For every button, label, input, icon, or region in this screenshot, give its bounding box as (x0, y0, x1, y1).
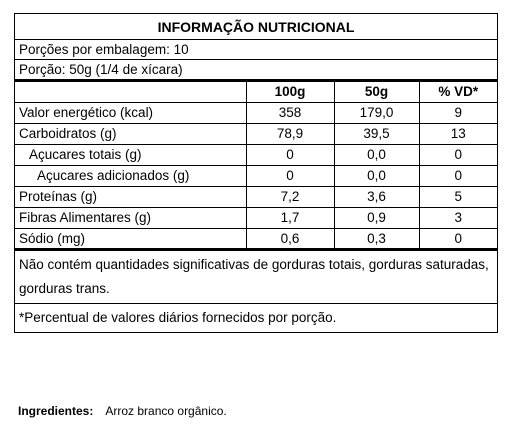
header-vd: % VD* (419, 82, 497, 102)
value-100g: 0 (246, 144, 334, 165)
value-50g: 3,6 (334, 186, 419, 207)
nutrient-name: Carboidratos (g) (15, 123, 246, 144)
nutrient-name: Proteínas (g) (15, 186, 246, 207)
nutrient-name: Açucares totais (g) (15, 144, 246, 165)
value-100g: 7,2 (246, 186, 334, 207)
value-100g: 0,6 (246, 228, 334, 249)
table-row (15, 165, 497, 186)
table-header-row (15, 82, 497, 102)
header-100g: 100g (246, 82, 334, 102)
value-50g: 179,0 (334, 102, 419, 123)
table-row (15, 123, 497, 144)
value-vd: 3 (419, 207, 497, 228)
value-100g: 78,9 (246, 123, 334, 144)
value-50g: 0,9 (334, 207, 419, 228)
table-row (15, 207, 497, 228)
servings-per-package: Porções por embalagem: 10 (15, 40, 497, 60)
header-nutrient (15, 82, 246, 102)
value-vd: 9 (419, 102, 497, 123)
value-100g: 358 (246, 102, 334, 123)
value-100g: 1,7 (246, 207, 334, 228)
value-vd: 13 (419, 123, 497, 144)
value-vd: 0 (419, 165, 497, 186)
value-50g: 0,0 (334, 144, 419, 165)
header-50g: 50g (334, 82, 419, 102)
label-title: INFORMAÇÃO NUTRICIONAL (15, 14, 497, 40)
ingredients-label: Ingredientes: (18, 404, 94, 418)
nutrition-facts-label (14, 13, 498, 333)
table-row (15, 102, 497, 123)
value-vd: 0 (419, 144, 497, 165)
serving-size: Porção: 50g (1/4 de xícara) (15, 60, 497, 82)
nutrition-table (15, 82, 497, 251)
table-row (15, 228, 497, 249)
value-50g: 0,0 (334, 165, 419, 186)
nutrient-name: Sódio (mg) (15, 228, 246, 249)
value-vd: 0 (419, 228, 497, 249)
value-50g: 0,3 (334, 228, 419, 249)
nutrient-name: Fibras Alimentares (g) (15, 207, 246, 228)
ingredients-line (18, 404, 227, 418)
insignificant-quantities-note: Não contém quantidades significativas de gorduras totais, gorduras saturadas, gorduras trans. (15, 251, 497, 304)
table-row (15, 186, 497, 207)
value-100g: 0 (246, 165, 334, 186)
ingredients-value: Arroz branco orgânico. (105, 404, 227, 418)
value-vd: 5 (419, 186, 497, 207)
daily-value-footnote: *Percentual de valores diários fornecidos por porção. (19, 309, 337, 325)
nutrient-name: Valor energético (kcal) (15, 102, 246, 123)
value-50g: 39,5 (334, 123, 419, 144)
table-row (15, 144, 497, 165)
nutrient-name: Açucares adicionados (g) (15, 165, 246, 186)
